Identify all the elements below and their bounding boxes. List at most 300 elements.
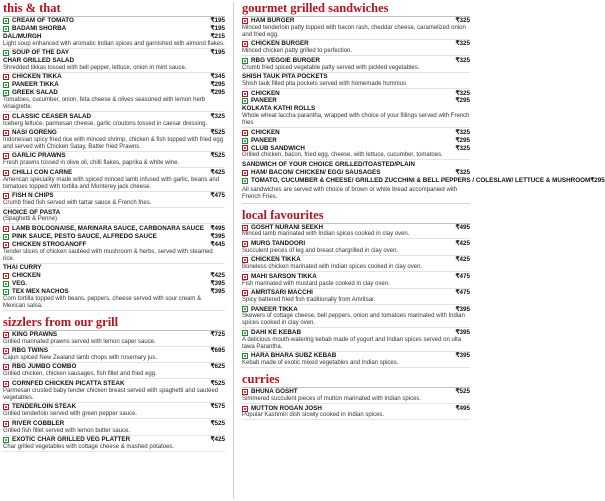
menu-item-row bbox=[3, 129, 225, 137]
menu-item-price: ₹195 bbox=[210, 17, 225, 24]
menu-item-price: ₹195 bbox=[210, 24, 225, 32]
menu-item-row bbox=[242, 73, 470, 81]
menu-item-name bbox=[242, 129, 280, 137]
menu-item-row bbox=[242, 105, 470, 113]
menu-item-name-text: RBG TWINS bbox=[12, 347, 49, 355]
menu-item-description: Simmered succulent pieces of mutton marinated with Indian spices. bbox=[242, 396, 422, 403]
menu-item-name bbox=[242, 405, 322, 413]
menu-item-name bbox=[3, 403, 76, 411]
menu-item-name bbox=[3, 272, 41, 280]
nonveg-icon bbox=[242, 91, 248, 97]
menu-item-description: Crumb fried spiced vegetable patty served with pickled vegetables. bbox=[242, 64, 420, 71]
veg-icon bbox=[3, 281, 9, 287]
menu-item bbox=[242, 105, 470, 128]
menu-item bbox=[3, 288, 225, 311]
menu-item-name bbox=[242, 105, 315, 113]
menu-item-price: ₹475 bbox=[210, 192, 225, 200]
menu-item-price: ₹525 bbox=[210, 152, 225, 160]
menu-item-name-text: KOLKATA KATHI ROLLS bbox=[242, 105, 316, 113]
menu-item bbox=[242, 129, 470, 137]
menu-item-name-text: THAI CURRY bbox=[3, 264, 42, 272]
menu-item-price: ₹695 bbox=[210, 347, 225, 355]
menu-item-name bbox=[3, 280, 27, 288]
menu-item-row bbox=[3, 264, 225, 272]
menu-item bbox=[3, 264, 225, 272]
veg-icon bbox=[3, 437, 9, 443]
menu-item-description: Minced tenderloin patty topped with bacon rash, cheddar cheese, caramelized onion and fried egg. bbox=[242, 24, 466, 38]
menu-item-price: ₹395 bbox=[210, 287, 225, 295]
menu-item-price: ₹495 bbox=[455, 223, 470, 231]
menu-item-name bbox=[242, 145, 305, 153]
veg-icon bbox=[3, 26, 9, 32]
menu-item-price: ₹325 bbox=[455, 40, 470, 48]
menu-item-name-text: CHICKEN TIKKA bbox=[12, 73, 62, 81]
menu-item bbox=[3, 331, 225, 347]
menu-item bbox=[242, 306, 470, 329]
menu-item-name bbox=[242, 40, 309, 48]
menu-item-name bbox=[242, 177, 590, 185]
menu-item-price: ₹475 bbox=[455, 272, 470, 280]
nonveg-icon bbox=[3, 273, 9, 279]
nonveg-icon bbox=[3, 170, 9, 176]
section-note: All sandwiches are served with choice of brown or white bread accompanied with French Fries. bbox=[242, 187, 470, 204]
menu-item-row bbox=[242, 145, 470, 153]
veg-icon bbox=[242, 58, 248, 64]
menu-item-name bbox=[3, 233, 157, 241]
menu-item-description: Shredded tikkas tossed with bell pepper, lettuce, onion in mint sauce. bbox=[3, 64, 187, 71]
menu-item-row bbox=[3, 288, 225, 296]
section-sizzlers bbox=[3, 314, 225, 452]
menu-item-name-text: GOSHT NURANI SEEKH bbox=[251, 223, 324, 231]
menu-item-name-text: BHUNA GOSHT bbox=[251, 388, 298, 396]
menu-item-row bbox=[242, 169, 470, 177]
menu-item-price: ₹325 bbox=[455, 56, 470, 64]
menu-item-name-text: CLUB SANDWICH bbox=[251, 144, 305, 152]
menu-item-price: ₹445 bbox=[210, 240, 225, 248]
right-column bbox=[242, 0, 605, 421]
menu-item-price: ₹325 bbox=[455, 17, 470, 24]
menu-item bbox=[242, 240, 470, 256]
menu-item-row bbox=[3, 169, 225, 177]
menu-item-description: Kebab made of exotic mixed vegetables and Indian spices. bbox=[242, 360, 399, 367]
section-local bbox=[242, 207, 470, 369]
menu-item-name-text: NASI GORENG bbox=[12, 129, 57, 137]
menu-item-row bbox=[242, 161, 470, 169]
menu-item-name-text: MUTTON ROGAN JOSH bbox=[251, 404, 322, 412]
menu-item-row bbox=[3, 363, 225, 371]
menu-item-description: Minced chicken patty grilled to perfection. bbox=[242, 48, 353, 55]
menu-item-name bbox=[242, 329, 301, 337]
menu-item-price: ₹395 bbox=[210, 279, 225, 287]
nonveg-icon bbox=[242, 225, 248, 231]
veg-icon bbox=[3, 18, 9, 24]
menu-item-name bbox=[3, 264, 42, 272]
menu-item-name-text: SHISH TAUK PITA POCKETS bbox=[242, 73, 328, 81]
menu-item bbox=[3, 380, 225, 403]
menu-item-description: Cajun spiced New Zealand lamb chops with rosemary jus. bbox=[3, 354, 158, 361]
menu-item-price: ₹325 bbox=[455, 128, 470, 136]
menu-item-name bbox=[3, 380, 125, 388]
menu-item bbox=[3, 225, 225, 233]
menu-item-description: Tender slices of chicken sautéed with mushroom & herbs, served with steamed rice. bbox=[3, 248, 213, 262]
menu-item-description: Parmesan crusted baby tender chicken breast served with spaghetti and sautéed vegetables. bbox=[3, 387, 219, 401]
menu-item-name-text: PANEER TIKKA bbox=[251, 305, 298, 313]
menu-item-description: A delicious mouth-watering kebab made of yogurt and Indian spices served on ulta tawa Parantha. bbox=[242, 336, 462, 350]
veg-icon bbox=[242, 353, 248, 359]
menu-item bbox=[3, 49, 225, 57]
nonveg-icon bbox=[242, 257, 248, 263]
nonveg-icon bbox=[242, 145, 248, 151]
menu-item-name-text: HAM BURGER bbox=[251, 17, 295, 24]
menu-item-description: Tomatoes, cucumber, onion, feta cheese & olives seasoned with lemon herb vinaigrette. bbox=[3, 97, 206, 111]
menu-item-name-text: MURG TANDOORI bbox=[251, 239, 306, 247]
menu-item-row bbox=[242, 40, 470, 48]
menu-item-row bbox=[242, 137, 470, 145]
menu-item bbox=[3, 89, 225, 112]
menu-item bbox=[242, 329, 470, 352]
veg-icon bbox=[242, 178, 248, 184]
menu-item-price: ₹425 bbox=[455, 239, 470, 247]
menu-item bbox=[242, 137, 470, 145]
menu-item bbox=[242, 256, 470, 272]
menu-item-row bbox=[242, 405, 470, 413]
menu-item-price: ₹325 bbox=[455, 144, 470, 152]
menu-item-description: Light soup enhanced with aromatic Indian spices and garnished with almond flakes. bbox=[3, 40, 225, 47]
menu-item bbox=[3, 403, 225, 419]
menu-item-row bbox=[3, 17, 225, 25]
menu-item-price: ₹295 bbox=[210, 81, 225, 89]
nonveg-icon bbox=[3, 421, 9, 427]
menu-item bbox=[242, 57, 470, 73]
menu-item-name bbox=[242, 273, 317, 281]
menu-item-name bbox=[3, 169, 72, 177]
menu-item-name-text: CHICKEN bbox=[251, 89, 280, 97]
nonveg-icon bbox=[242, 130, 248, 136]
menu-item-name-text: PANEER TIKKA bbox=[12, 81, 59, 89]
menu-item-row bbox=[242, 240, 470, 248]
menu-item-name bbox=[242, 17, 294, 25]
menu-item-name-text: TENDERLOIN STEAK bbox=[12, 403, 77, 411]
menu-item-name-text: PINK SAUCE, PESTO SAUCE, ALFREDO SAUCE bbox=[12, 232, 157, 240]
menu-item bbox=[242, 90, 470, 98]
menu-item-name-text: RIVER COBBLER bbox=[12, 419, 65, 427]
veg-icon bbox=[242, 306, 248, 312]
nonveg-icon bbox=[242, 18, 248, 24]
menu-item-name bbox=[3, 17, 74, 25]
menu-item-name bbox=[3, 73, 62, 81]
menu-item-name bbox=[3, 209, 60, 217]
menu-item bbox=[3, 280, 225, 288]
menu-item-price: ₹295 bbox=[210, 89, 225, 97]
menu-item-name bbox=[3, 436, 130, 444]
menu-item-name-text: SOUP OF THE DAY bbox=[12, 49, 70, 57]
menu-item-price: ₹525 bbox=[210, 419, 225, 427]
menu-item-name-text: PANEER bbox=[251, 136, 277, 144]
menu-item-name bbox=[242, 161, 415, 169]
menu-item-row bbox=[242, 352, 470, 360]
menu-item-price: ₹495 bbox=[455, 404, 470, 412]
menu-item-price: ₹395 bbox=[455, 352, 470, 360]
menu-item-name-text: DAL/MURGH bbox=[3, 32, 42, 40]
nonveg-icon bbox=[3, 404, 9, 410]
nonveg-icon bbox=[242, 241, 248, 247]
menu-item-row bbox=[3, 280, 225, 288]
column-divider bbox=[233, 2, 234, 499]
menu-item-row bbox=[3, 81, 225, 89]
menu-item-description: Grilled tenderloin served with green pepper sauce. bbox=[3, 411, 138, 418]
menu-item bbox=[242, 273, 470, 289]
menu-item-price: ₹525 bbox=[210, 379, 225, 387]
menu-item bbox=[242, 176, 605, 185]
menu-item-name-text: MAHI SARSON TIKKA bbox=[251, 272, 317, 280]
menu-item-price: ₹395 bbox=[210, 232, 225, 240]
menu-item bbox=[242, 405, 470, 421]
menu-item bbox=[3, 57, 225, 73]
menu-item-row bbox=[3, 33, 225, 41]
menu-item-name bbox=[3, 420, 64, 428]
menu-item-price: ₹575 bbox=[210, 403, 225, 411]
menu-item-description: Shish tauk filled pita pockets served with homemade hummus bbox=[242, 81, 407, 88]
veg-icon bbox=[242, 330, 248, 336]
menu-item bbox=[242, 352, 470, 368]
menu-item-price: ₹325 bbox=[210, 112, 225, 120]
menu-item-row bbox=[3, 192, 225, 200]
nonveg-icon bbox=[242, 290, 248, 296]
menu-item-name-text: DAHI KE KEBAB bbox=[251, 328, 302, 336]
menu-item bbox=[3, 129, 225, 152]
menu-item-name bbox=[242, 169, 380, 177]
menu-item-name-text: CHICKEN STROGANOFF bbox=[12, 240, 87, 248]
nonveg-icon bbox=[242, 389, 248, 395]
menu-item bbox=[3, 363, 225, 379]
nonveg-icon bbox=[3, 153, 9, 159]
menu-item bbox=[3, 33, 225, 49]
menu-item-price: ₹425 bbox=[210, 436, 225, 444]
menu-item bbox=[242, 97, 470, 105]
menu-item-name-text: TOMATO, CUCUMBER & CHEESE/ GRILLED ZUCCHINI & BELL PEPPERS / COLESLAW/ LETTUCE & MUSHROOM bbox=[251, 176, 591, 184]
nonveg-icon bbox=[3, 226, 9, 232]
nonveg-icon bbox=[3, 332, 9, 338]
menu-item-description: Spicy battered fried fish traditionally from Amritsar. bbox=[242, 297, 376, 304]
menu-item-name-text: GARLIC PRAWNS bbox=[12, 152, 66, 160]
menu-item-name bbox=[242, 352, 336, 360]
menu-item-name bbox=[3, 33, 41, 41]
menu-item bbox=[3, 169, 225, 192]
menu-item bbox=[3, 233, 225, 241]
menu-item-row bbox=[3, 380, 225, 388]
menu-item-row bbox=[3, 331, 225, 339]
menu-item-price: ₹295 bbox=[590, 176, 605, 184]
menu-item-row bbox=[3, 152, 225, 160]
menu-item-name bbox=[242, 97, 277, 105]
menu-item-price: ₹525 bbox=[210, 129, 225, 137]
menu-item bbox=[3, 209, 225, 225]
menu-item-name-text: CHICKEN bbox=[12, 272, 41, 280]
menu-item-name bbox=[242, 240, 305, 248]
menu-item-name bbox=[242, 306, 298, 314]
nonveg-icon bbox=[3, 364, 9, 370]
menu-item-name bbox=[242, 224, 323, 232]
menu-item bbox=[3, 25, 225, 33]
nonveg-icon bbox=[3, 193, 9, 199]
menu-item bbox=[3, 272, 225, 280]
menu-item bbox=[3, 81, 225, 89]
left-column bbox=[3, 0, 225, 452]
menu-item-description: Skewers of cottage cheese, bell peppers, onion and tomatoes marinated with Indian spices cooked in clay oven. bbox=[242, 313, 465, 327]
menu-item-price: ₹325 bbox=[455, 89, 470, 97]
menu-item-name-text: HAM/ BACON/ CHICKEN/ EGG/ SAUSAGES bbox=[251, 168, 381, 176]
menu-item bbox=[3, 436, 225, 452]
menu-item-name-text: PANEER bbox=[251, 97, 277, 105]
menu-item-description: Minced lamb marinated with Indian spices cooked in clay oven. bbox=[242, 231, 410, 238]
menu-item bbox=[242, 289, 470, 305]
nonveg-icon bbox=[3, 130, 9, 136]
menu-item-description: Crumb fried fish served with tartar sauce & French fries. bbox=[3, 200, 152, 207]
nonveg-icon bbox=[242, 170, 248, 176]
menu-item bbox=[3, 113, 225, 129]
menu-item-name-text: EXOTIC CHAR GRILLED VEG PLATTER bbox=[12, 436, 131, 444]
menu-item-name bbox=[3, 363, 76, 371]
menu-item bbox=[242, 161, 470, 169]
veg-icon bbox=[3, 82, 9, 88]
menu-item-row bbox=[3, 272, 225, 280]
section-this-and-that bbox=[3, 0, 225, 311]
menu-item-row bbox=[3, 49, 225, 57]
menu-item-name-text: LAMB BOLOGNAISE, MARINARA SAUCE, CARBONARA SAUCE bbox=[12, 224, 204, 232]
menu-item-row bbox=[242, 289, 470, 297]
menu-item bbox=[3, 17, 225, 25]
menu-item-name-text: RBG VEGGIE BURGER bbox=[251, 56, 320, 64]
menu-item-description: Corn tortilla topped with beans, peppers, cheese served with sour cream & Mexican salsa. bbox=[3, 295, 202, 309]
veg-icon bbox=[3, 50, 9, 56]
menu-item-name bbox=[3, 113, 91, 121]
menu-item-name bbox=[3, 225, 204, 233]
menu-item-description: Char grilled vegetables with cottage cheese & mashed potatoes. bbox=[3, 443, 175, 450]
menu-item-name-text: GREEK SALAD bbox=[12, 89, 58, 97]
menu-item-row bbox=[242, 129, 470, 137]
menu-item-row bbox=[242, 97, 470, 105]
menu-item-name-text: VEG. bbox=[12, 279, 28, 287]
menu-item-name bbox=[3, 89, 58, 97]
menu-item bbox=[242, 224, 470, 240]
menu-item-description: (Spaghetti & Penne) bbox=[3, 216, 58, 223]
section-title: curries bbox=[242, 371, 470, 388]
menu-item-row bbox=[242, 224, 470, 232]
section-title: local favourites bbox=[242, 207, 470, 224]
menu-item-description: Fresh prawns tossed in olive oil, chilli flakes, paprika & white wine. bbox=[3, 160, 180, 167]
veg-icon bbox=[242, 138, 248, 144]
menu-item-name-text: RBG JUMBO COMBO bbox=[12, 363, 77, 371]
nonveg-icon bbox=[242, 274, 248, 280]
menu-item-price: ₹625 bbox=[210, 363, 225, 371]
menu-item-row bbox=[3, 403, 225, 411]
menu-item-row bbox=[242, 57, 470, 65]
nonveg-icon bbox=[3, 114, 9, 120]
menu-item-row bbox=[3, 57, 225, 65]
menu-item bbox=[242, 169, 470, 177]
menu-item-name bbox=[3, 49, 69, 57]
veg-icon bbox=[3, 234, 9, 240]
menu-item-name bbox=[3, 81, 59, 89]
menu-item bbox=[3, 241, 225, 264]
menu-item-name-text: TEX MEX NACHOS bbox=[12, 287, 69, 295]
menu-item-name bbox=[3, 241, 87, 249]
menu-item-row bbox=[3, 209, 225, 217]
menu-item-name bbox=[3, 288, 69, 296]
nonveg-icon bbox=[242, 406, 248, 412]
menu-item-description: Grilled fish fillet served with lemon butter sauce. bbox=[3, 427, 131, 434]
nonveg-icon bbox=[242, 41, 248, 47]
menu-item-description: American speciality made with spiced minced lamb infused with garlic, beans and tomatoes topped with tortilla and Monterey jack cheese. bbox=[3, 176, 220, 190]
menu-item-price: ₹525 bbox=[455, 388, 470, 396]
menu-item-name-text: CORNFED CHICKEN PICATTA STEAK bbox=[12, 379, 125, 387]
menu-item bbox=[3, 347, 225, 363]
menu-item-price: ₹395 bbox=[455, 328, 470, 336]
menu-item-name-text: CREAM OF TOMATO bbox=[12, 17, 74, 24]
menu-item-name-text: KING PRAWNS bbox=[12, 330, 58, 338]
menu-item bbox=[242, 17, 470, 40]
menu-item-name bbox=[242, 57, 320, 65]
menu-item-name bbox=[3, 192, 54, 200]
veg-icon bbox=[3, 289, 9, 295]
menu-item-name-text: BADAMI SHORBA bbox=[12, 24, 67, 32]
menu-item-row bbox=[3, 73, 225, 81]
menu-item bbox=[242, 145, 470, 161]
menu-item-name bbox=[242, 90, 280, 98]
menu-item-row bbox=[242, 388, 470, 396]
menu-item-row bbox=[3, 89, 225, 97]
nonveg-icon bbox=[3, 381, 9, 387]
veg-icon bbox=[3, 90, 9, 96]
menu-item-row bbox=[3, 225, 225, 233]
menu-item-row bbox=[3, 347, 225, 355]
menu-item-row bbox=[242, 17, 470, 25]
menu-item-price: ₹295 bbox=[455, 136, 470, 144]
menu-item-name-text: CHAR GRILLED SALAD bbox=[3, 57, 75, 65]
menu-item-row bbox=[3, 420, 225, 428]
menu-item-price: ₹475 bbox=[455, 289, 470, 297]
menu-item-name-text: CHICKEN BURGER bbox=[251, 40, 309, 48]
menu-item bbox=[242, 73, 470, 89]
menu-item-row bbox=[3, 233, 225, 241]
section-curries bbox=[242, 371, 470, 420]
menu-item-description: Boneless chicken marinated with Indian spices cooked in clay oven. bbox=[242, 264, 423, 271]
menu-item-price: ₹345 bbox=[210, 73, 225, 81]
menu-item-name bbox=[3, 129, 57, 137]
menu-item-price: ₹495 bbox=[210, 224, 225, 232]
menu-item-price: ₹295 bbox=[455, 97, 470, 105]
section-title: this & that bbox=[3, 0, 225, 17]
menu-item-name bbox=[242, 73, 328, 81]
menu-item-name bbox=[242, 388, 298, 396]
section-gourmet bbox=[242, 0, 605, 204]
menu-item-price: ₹325 bbox=[455, 168, 470, 176]
menu-item-price: ₹425 bbox=[210, 168, 225, 176]
menu-item-name bbox=[242, 289, 313, 297]
menu-item-name-text: CLASSIC CEASER SALAD bbox=[12, 112, 92, 120]
menu-item-name bbox=[242, 256, 301, 264]
menu-item-description: Grilled chicken, chicken sausages, fish fillet and fried egg. bbox=[3, 371, 157, 378]
menu-item-price: ₹425 bbox=[455, 256, 470, 264]
section-title: gourmet grilled sandwiches bbox=[242, 0, 470, 17]
menu-item bbox=[3, 192, 225, 208]
menu-item bbox=[3, 420, 225, 436]
menu-item-price: ₹195 bbox=[210, 49, 225, 57]
menu-item-row bbox=[3, 113, 225, 121]
menu-item-row bbox=[3, 436, 225, 444]
menu-item-row bbox=[242, 256, 470, 264]
menu-item bbox=[3, 152, 225, 168]
